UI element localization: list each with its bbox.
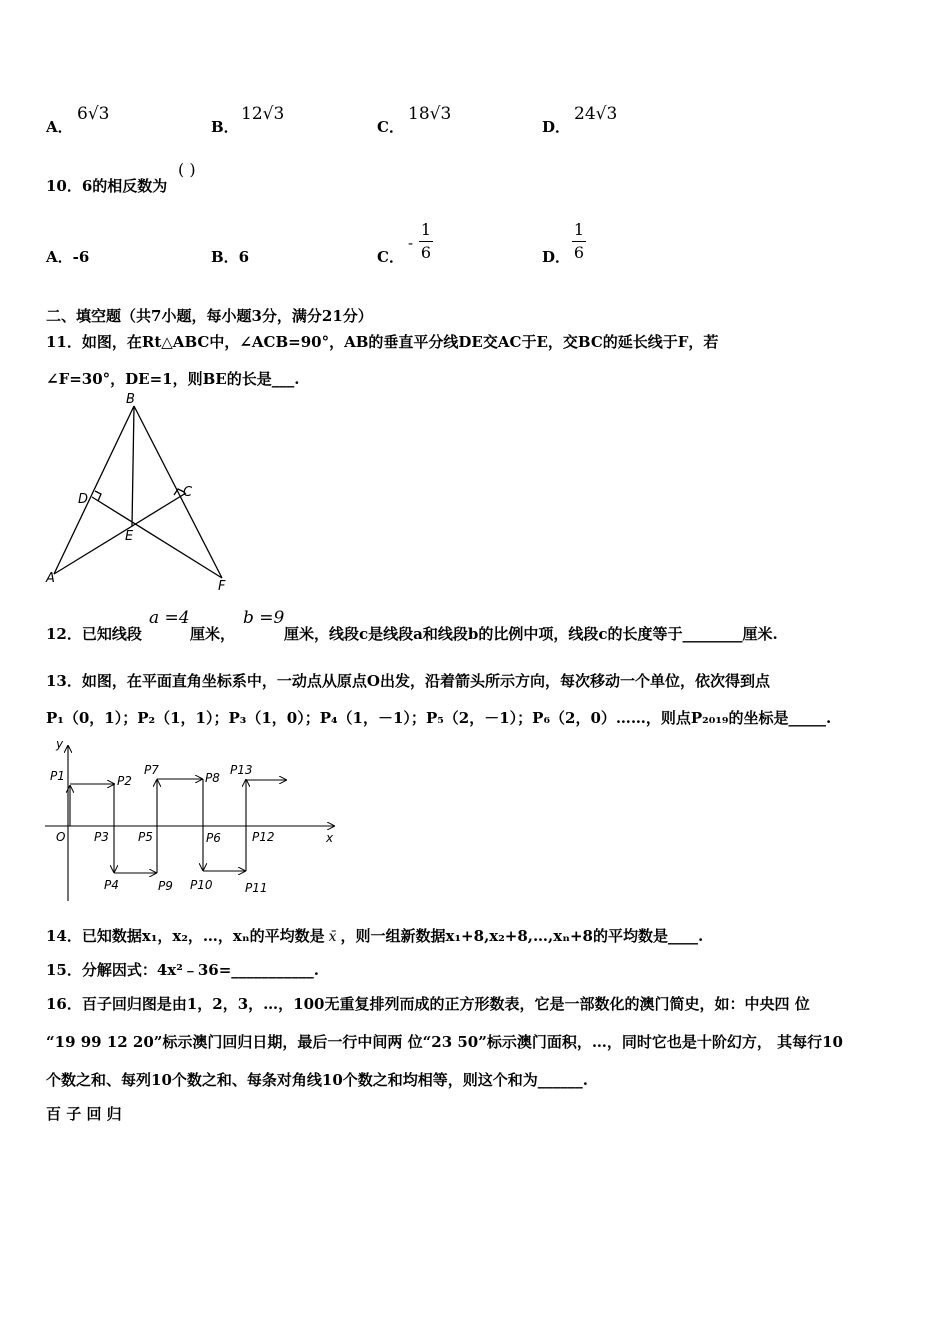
- label-p6: P6: [206, 831, 221, 845]
- q9-option-a-value: 6√3: [77, 104, 110, 124]
- label-y: y: [56, 737, 64, 751]
- q13-p4: P₄（1，－1）；: [319, 709, 426, 727]
- label-e: E: [125, 529, 134, 544]
- segment-bf: [134, 406, 222, 578]
- fraction-numerator: 1: [573, 220, 585, 239]
- q10-option-a: A．-6: [46, 248, 90, 266]
- label-p11: P11: [245, 881, 268, 895]
- q15-text: 15．分解因式：4x²﹣36=___________.: [46, 961, 319, 979]
- q12-rest: 厘米，线段c是线段a和线段b的比例中项，线段c的长度等于________厘米.: [284, 625, 778, 643]
- q13-p6: P₆（2，0）……，: [532, 709, 661, 727]
- q11-line1: 11．如图，在Rt△ABC中，∠ACB=90°，AB的垂直平分线DE交AC于E，交BC的延长线于F，若: [46, 333, 719, 351]
- q13-p5: P₅（2，－1）；: [425, 709, 533, 727]
- q14-line: [46, 925, 703, 946]
- q13-line1: 13．如图，在平面直角坐标系中，一动点从原点O出发，沿着箭头所示方向，每次移动一个单位，依次得到点: [46, 672, 770, 690]
- segment-be: [132, 406, 134, 526]
- q10-option-c-sign: -: [408, 234, 414, 252]
- q9-option-d-value: 24√3: [574, 104, 618, 124]
- label-p12: P12: [252, 830, 275, 844]
- q10-paren: ( ): [178, 160, 196, 179]
- q13-p3: P₃（1，0）；: [228, 709, 320, 727]
- label-p13: P13: [230, 763, 253, 777]
- q10-option-c-label: C．: [377, 248, 404, 266]
- label-x: x: [326, 831, 334, 845]
- label-c: C: [183, 485, 193, 500]
- q9-option-c-value: 18√3: [408, 104, 452, 124]
- label-d: D: [78, 492, 89, 507]
- label-p3: P3: [94, 830, 109, 844]
- q13-p2: P₂（1，1）；: [137, 709, 229, 727]
- q12-a-equation: a =4: [149, 608, 190, 628]
- label-o: O: [56, 830, 66, 844]
- label-p4: P4: [104, 878, 119, 892]
- q12-mid: 厘米，: [190, 625, 236, 643]
- label-p9: P9: [158, 879, 173, 893]
- q10-option-c-fraction: [419, 222, 433, 261]
- segment-df: [92, 497, 222, 578]
- q10-stem: 10．6的相反数为: [46, 177, 168, 195]
- section-title: 二、填空题（共7小题，每小题3分，满分21分）: [46, 307, 373, 325]
- q9-option-b-value: 12√3: [241, 104, 285, 124]
- q9-option-c-label: C．: [377, 118, 404, 136]
- fraction-denominator: 6: [420, 243, 432, 262]
- fraction-numerator: 1: [420, 220, 432, 239]
- label-a: A: [46, 571, 55, 586]
- label-f: F: [218, 579, 226, 594]
- q14-xbar: x̄: [328, 929, 337, 945]
- q10-option-d-fraction: [572, 222, 586, 261]
- q13-tail: 则点P₂₀₁₉的坐标是_____.: [660, 709, 832, 727]
- q9-option-d-label: D．: [542, 118, 571, 136]
- q16-line1: 16．百子回归图是由1，2，3，…，100无重复排列而成的正方形数表，它是一部数化的澳门简史，如：中央四 位: [46, 995, 810, 1013]
- q14-post: ，则一组新数据x₁+8,x₂+8,…,xₙ+8的平均数是____.: [340, 927, 704, 945]
- q10-option-d-label: D．: [542, 248, 571, 266]
- q12-b-equation: b =9: [243, 608, 285, 628]
- q16-line4: 百 子 回 归: [46, 1105, 122, 1123]
- q11-triangle-figure: [40, 392, 240, 596]
- label-p2: P2: [117, 774, 132, 788]
- q13-coordinate-figure: [40, 736, 350, 904]
- label-p8: P8: [205, 771, 220, 785]
- q13-p1: P₁（0，1）；: [46, 709, 138, 727]
- label-p5: P5: [138, 830, 153, 844]
- fraction-denominator: 6: [573, 243, 585, 262]
- q10-option-b: B．6: [211, 248, 250, 266]
- label-p7: P7: [144, 763, 159, 777]
- q16-line2: “19 99 12 20”标示澳门回归日期，最后一行中间两 位“23 50”标示澳门面积，…，同时它也是十阶幻方， 其每行10: [46, 1033, 843, 1051]
- label-b: B: [126, 392, 135, 407]
- q9-option-a-label: A．: [46, 118, 73, 136]
- label-p10: P10: [190, 878, 213, 892]
- q14-prefix: 14．已知数据x₁，x₂，…，xₙ的平均数是: [46, 927, 325, 945]
- label-p1: P1: [50, 769, 65, 783]
- q13-points-line: [46, 707, 831, 728]
- q9-option-b-label: B．: [211, 118, 239, 136]
- q11-line2: ∠F=30°，DE=1，则BE的长是___.: [46, 370, 300, 388]
- q12-prefix: 12．已知线段: [46, 625, 142, 643]
- q16-line3: 个数之和、每列10个数之和、每条对角线10个数之和均相等，则这个和为______.: [46, 1071, 588, 1089]
